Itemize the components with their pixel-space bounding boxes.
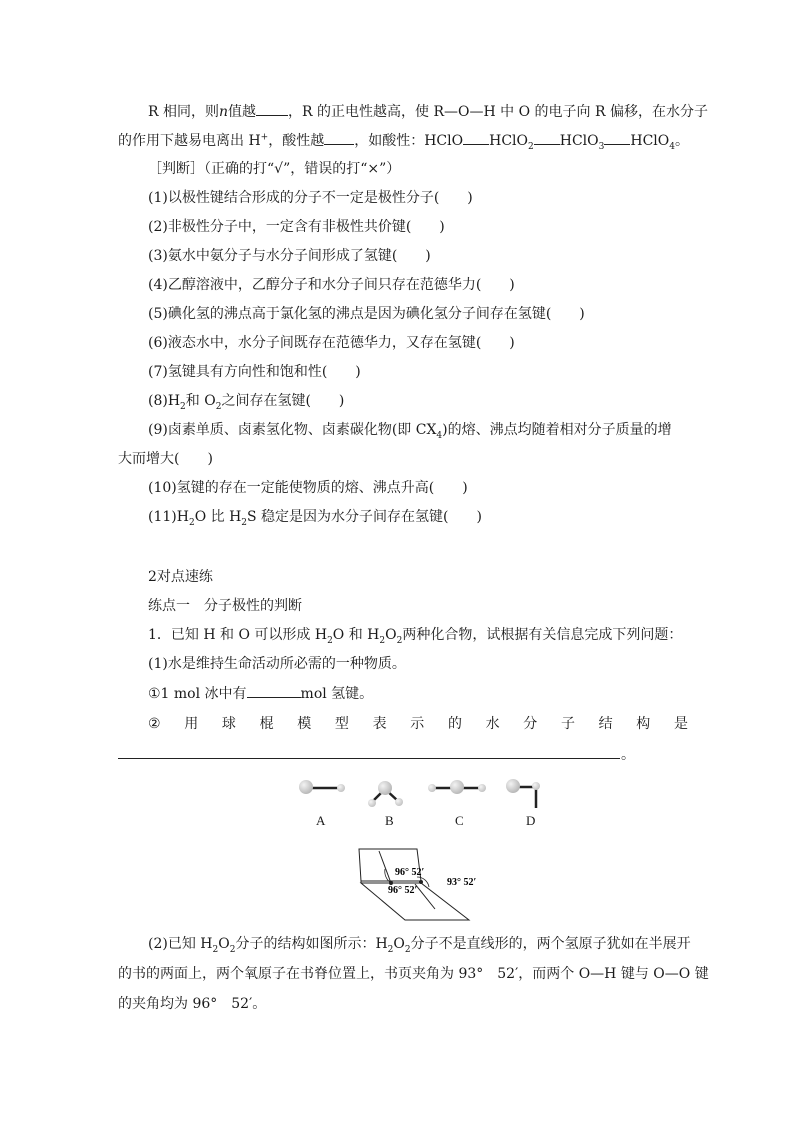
- judge-item-8: $(8)H_2$和 $O_2$之间存在氢键( ): [148, 393, 345, 412]
- judge-item-4: (4)乙醇溶液中，乙醇分子和水分子间只存在范德华力( ): [148, 277, 515, 293]
- para1-line2: 的作用下越易电离出 H+，酸性越 ，如酸性：HClO HClO$_2$ HClO$_3$ HClO$_4$。: [118, 130, 689, 151]
- judge-item-2: (2)非极性分子中，一定含有非极性共价键( ): [148, 219, 445, 235]
- blank-acid: [324, 130, 354, 145]
- sub-question-2-line2: 的书的两面上，两个氧原子在书脊位置上，书页夹角为 93° 52′，而两个 O—H 键与 O—O 键: [118, 966, 709, 982]
- answer-end-mark: 。: [621, 747, 635, 763]
- sub-question-1-1: ①1 mol 冰中有 mol 氢键。: [148, 683, 373, 704]
- sub-question-1: (1)水是维持生命活动所必需的一种物质。: [148, 656, 406, 672]
- angle-label-2: 96° 52′: [388, 885, 418, 896]
- para1-line1: R 相同，则n值越 ，R 的正电性越高，使 R—O—H 中 O 的电子向 R 偏移，在水分子: [148, 101, 708, 122]
- blank-cmp2: [534, 130, 560, 145]
- option-label-b: B: [385, 813, 394, 828]
- blank-cmp3: [604, 130, 630, 145]
- model-c: [428, 780, 486, 794]
- judge-item-1: (1)以极性键结合形成的分子不一定是极性分子( ): [148, 190, 473, 206]
- section-title: 2对点速练: [148, 569, 213, 585]
- blank-n: [256, 101, 288, 116]
- angle-label-3: 93° 52′: [447, 877, 477, 888]
- molecule-models: [0, 775, 800, 855]
- judge-item-6: (6)液态水中，水分子间既存在范德华力，又存在氢键( ): [148, 335, 515, 351]
- model-d: [506, 779, 540, 808]
- judge-item-11: $(11)H_2O$ 比 $H_2S$ 稳定是因为水分子间存在氢键( ): [148, 509, 482, 528]
- question-1: 1．已知 H 和 O 可以形成 $H_2O$ 和 $H_2O_2$两种化合物，试根据有关信息完成下列问题：: [148, 627, 683, 646]
- model-a: [299, 780, 345, 794]
- option-label-c: C: [455, 813, 464, 828]
- option-label-d: D: [526, 813, 536, 828]
- h2o2-structure-diagram: [355, 845, 505, 925]
- sub-question-2-line3: 的夹角均为 96° 52′。: [118, 996, 267, 1012]
- angle-label-1: 96° 52′: [395, 867, 425, 878]
- sub-question-2-line1: (2)已知 $H_2O_2$分子的结构如图所示：$H_2O_2$分子不是直线形的，两个氢原子犹如在半展开: [148, 936, 691, 955]
- topic-title: 练点一 分子极性的判断: [148, 598, 302, 614]
- judge-item-10: (10)氢键的存在一定能使物质的熔、沸点升高( ): [148, 480, 468, 496]
- blank-hbond: [247, 683, 301, 698]
- judge-item-9-cont: 大而增大( ): [118, 451, 213, 467]
- sub-question-1-2: ② 用 球 棍 模 型 表 示 的 水 分 子 结 构 是: [148, 716, 688, 732]
- judge-item-3: (3)氨水中氨分子与水分子间形成了氢键( ): [148, 248, 431, 264]
- judge-header: ［判断］（正确的打“√”，错误的打“×”）: [148, 161, 401, 177]
- judge-item-7: (7)氢键具有方向性和饱和性( ): [148, 364, 361, 380]
- answer-blank-line: [118, 758, 620, 759]
- model-b: [368, 781, 403, 807]
- judge-item-5: (5)碘化氢的沸点高于氯化氢的沸点是因为碘化氢分子间存在氢键( ): [148, 306, 585, 322]
- blank-cmp1: [463, 130, 489, 145]
- option-label-a: A: [316, 813, 326, 828]
- judge-item-9: (9)卤素单质、卤素氢化物、卤素碳化物(即 $CX_4$)的熔、沸点均随着相对分子质量的增: [148, 422, 672, 441]
